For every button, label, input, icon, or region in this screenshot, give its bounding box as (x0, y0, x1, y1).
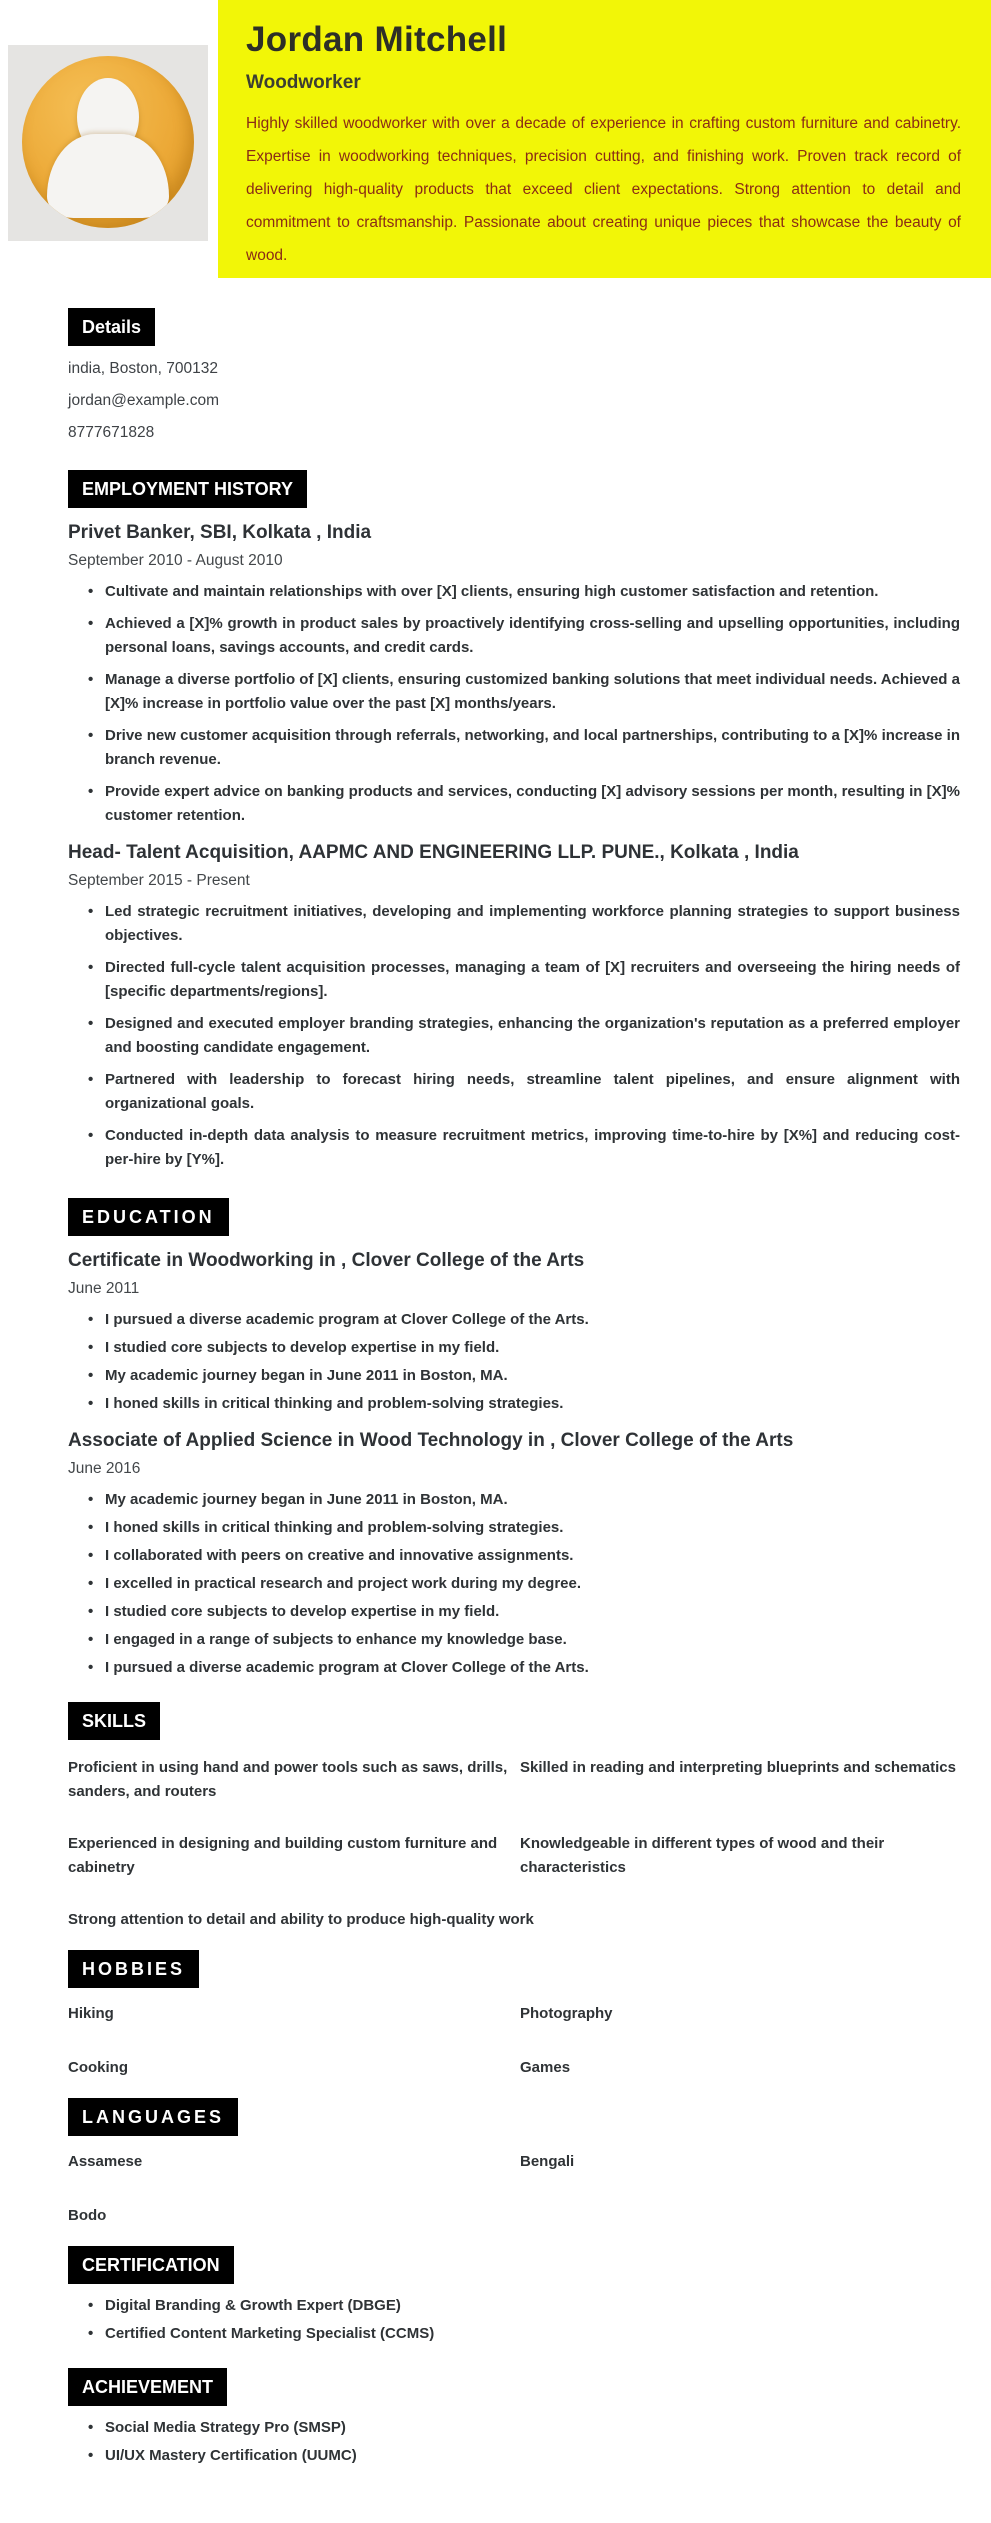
education-dates: June 2011 (68, 1280, 140, 1297)
skills-grid (68, 1756, 960, 1932)
skills-heading: SKILLS (68, 1702, 160, 1740)
languages-grid (68, 2150, 960, 2228)
avatar (8, 45, 208, 241)
details-lines (68, 356, 960, 446)
candidate-job-title: Woodworker (246, 72, 361, 93)
education-bullet-list (68, 1488, 960, 1680)
job-bullet-list (68, 580, 960, 828)
certification-list (68, 2294, 960, 2346)
language-item: Bengali (520, 2153, 575, 2170)
bullet-item: • Designed and executed employer branding strategies, enhancing the organization's reputation as a preferred employer and boosting candidate engagement. (88, 1012, 960, 1060)
employment-section (68, 452, 960, 1172)
bullet-item: • I studied core subjects to develop expertise in my field. (88, 1336, 960, 1360)
header-accent-band (218, 0, 991, 278)
bullet-item: • Provide expert advice on banking products and services, conducting [X] advisory sessions per month, resulting in [X]% customer retention. (88, 780, 960, 828)
phone-text: 8777671828 (68, 424, 155, 441)
job-entry (68, 522, 960, 828)
bullet-item: • Manage a diverse portfolio of [X] clients, ensuring customized banking solutions that meet individual needs. Achieved a [X]% increase in portfolio value over the past [X] months/years. (88, 668, 960, 716)
hobby-item: Cooking (68, 2059, 128, 2076)
job-entry (68, 842, 960, 1172)
bullet-item: • Certified Content Marketing Specialist (CCMS) (88, 2322, 960, 2346)
bullet-item: • UI/UX Mastery Certification (UUMC) (88, 2444, 960, 2468)
hobby-item: Photography (520, 2005, 613, 2022)
person-icon-torso (47, 134, 169, 218)
skill-item: Skilled in reading and interpreting blueprints and schematics (520, 1759, 956, 1776)
bullet-item: • Conducted in-depth data analysis to measure recruitment metrics, improving time-to-hire by [X%] and reducing cost-per-hire by [Y%]. (88, 1124, 960, 1172)
hobbies-heading: HOBBIES (68, 1950, 199, 1988)
skill-item: Experienced in designing and building custom furniture and cabinetry (68, 1835, 498, 1876)
bullet-item: • I collaborated with peers on creative and innovative assignments. (88, 1544, 960, 1568)
bullet-item: • I excelled in practical research and project work during my degree. (88, 1572, 960, 1596)
bullet-item: • My academic journey began in June 2011 in Boston, MA. (88, 1364, 960, 1388)
certification-section (68, 2228, 960, 2346)
achievement-heading: ACHIEVEMENT (68, 2368, 227, 2406)
language-item: Bodo (68, 2207, 107, 2224)
bullet-item: • Led strategic recruitment initiatives, developing and implementing workforce planning strategies to support business objectives. (88, 900, 960, 948)
bullet-item: • Directed full-cycle talent acquisition processes, managing a team of [X] recruiters and overseeing the hiring needs of [specific departments/regions]. (88, 956, 960, 1004)
hobby-item: Games (520, 2059, 571, 2076)
employment-heading: EMPLOYMENT HISTORY (68, 470, 307, 508)
email-text: jordan@example.com (68, 392, 219, 409)
bullet-item: • I engaged in a range of subjects to enhance my knowledge base. (88, 1628, 960, 1652)
bullet-item: • Achieved a [X]% growth in product sales by proactively identifying cross-selling and upselling opportunities, including personal loans, savings accounts, and credit cards. (88, 612, 960, 660)
details-heading: Details (68, 308, 155, 346)
job-title: Head- Talent Acquisition, AAPMC AND ENGINEERING LLP. PUNE., Kolkata , India (68, 842, 799, 863)
resume-body (68, 278, 960, 2468)
bullet-item: • Drive new customer acquisition through referrals, networking, and local partnerships, contributing to a [X]% increase in branch revenue. (88, 724, 960, 772)
skills-section (68, 1684, 960, 1932)
hobby-item: Hiking (68, 2005, 114, 2022)
education-title: Associate of Applied Science in Wood Technology in , Clover College of the Arts (68, 1430, 794, 1451)
job-dates: September 2010 - August 2010 (68, 552, 283, 569)
candidate-name: Jordan Mitchell (246, 20, 508, 59)
education-section (68, 1180, 960, 1680)
bullet-item: • I studied core subjects to develop expertise in my field. (88, 1600, 960, 1624)
hobbies-section (68, 1932, 960, 2080)
hobbies-grid (68, 2002, 960, 2080)
details-section (68, 278, 960, 446)
certification-heading: CERTIFICATION (68, 2246, 234, 2284)
bullet-item: • I pursued a diverse academic program at Clover College of the Arts. (88, 1308, 960, 1332)
languages-heading: LANGUAGES (68, 2098, 238, 2136)
education-dates: June 2016 (68, 1460, 141, 1477)
job-title: Privet Banker, SBI, Kolkata , India (68, 522, 372, 543)
address-text: india, Boston, 700132 (68, 360, 218, 377)
education-entry (68, 1430, 960, 1680)
bullet-item: • Partnered with leadership to forecast hiring needs, streamline talent pipelines, and ensure alignment with organizational goals. (88, 1068, 960, 1116)
resume-header (0, 0, 991, 278)
bullet-item: • I honed skills in critical thinking and problem-solving strategies. (88, 1516, 960, 1540)
achievement-list (68, 2416, 960, 2468)
education-title: Certificate in Woodworking in , Clover College of the Arts (68, 1250, 585, 1271)
education-entry (68, 1250, 960, 1416)
person-icon (22, 56, 194, 228)
skill-item: Knowledgeable in different types of wood and their characteristics (520, 1835, 885, 1876)
bullet-item: • Social Media Strategy Pro (SMSP) (88, 2416, 960, 2440)
bullet-item: • I pursued a diverse academic program at Clover College of the Arts. (88, 1656, 960, 1680)
bullet-item: • Digital Branding & Growth Expert (DBGE) (88, 2294, 960, 2318)
education-bullet-list (68, 1308, 960, 1416)
language-item: Assamese (68, 2153, 143, 2170)
job-dates: September 2015 - Present (68, 872, 250, 889)
job-bullet-list (68, 900, 960, 1172)
skill-item: Strong attention to detail and ability to produce high-quality work (68, 1911, 534, 1928)
bullet-item: • Cultivate and maintain relationships with over [X] clients, ensuring high customer satisfaction and retention. (88, 580, 960, 604)
profile-summary: Highly skilled woodworker with over a decade of experience in crafting custom furniture and cabinetry. Expertise in woodworking techniques, precision cutting, and finishing work. Proven track record of delivering high-quality products that exceed client expectations. Strong attention to detail and commitment to craftsmanship. Passionate about creating unique pieces that showcase the beauty of wood. (246, 115, 961, 264)
education-heading: EDUCATION (68, 1198, 229, 1236)
bullet-item: • I honed skills in critical thinking and problem-solving strategies. (88, 1392, 960, 1416)
bullet-item: • My academic journey began in June 2011 in Boston, MA. (88, 1488, 960, 1512)
skill-item: Proficient in using hand and power tools such as saws, drills, sanders, and routers (68, 1759, 508, 1800)
achievement-section (68, 2350, 960, 2468)
languages-section (68, 2080, 960, 2228)
